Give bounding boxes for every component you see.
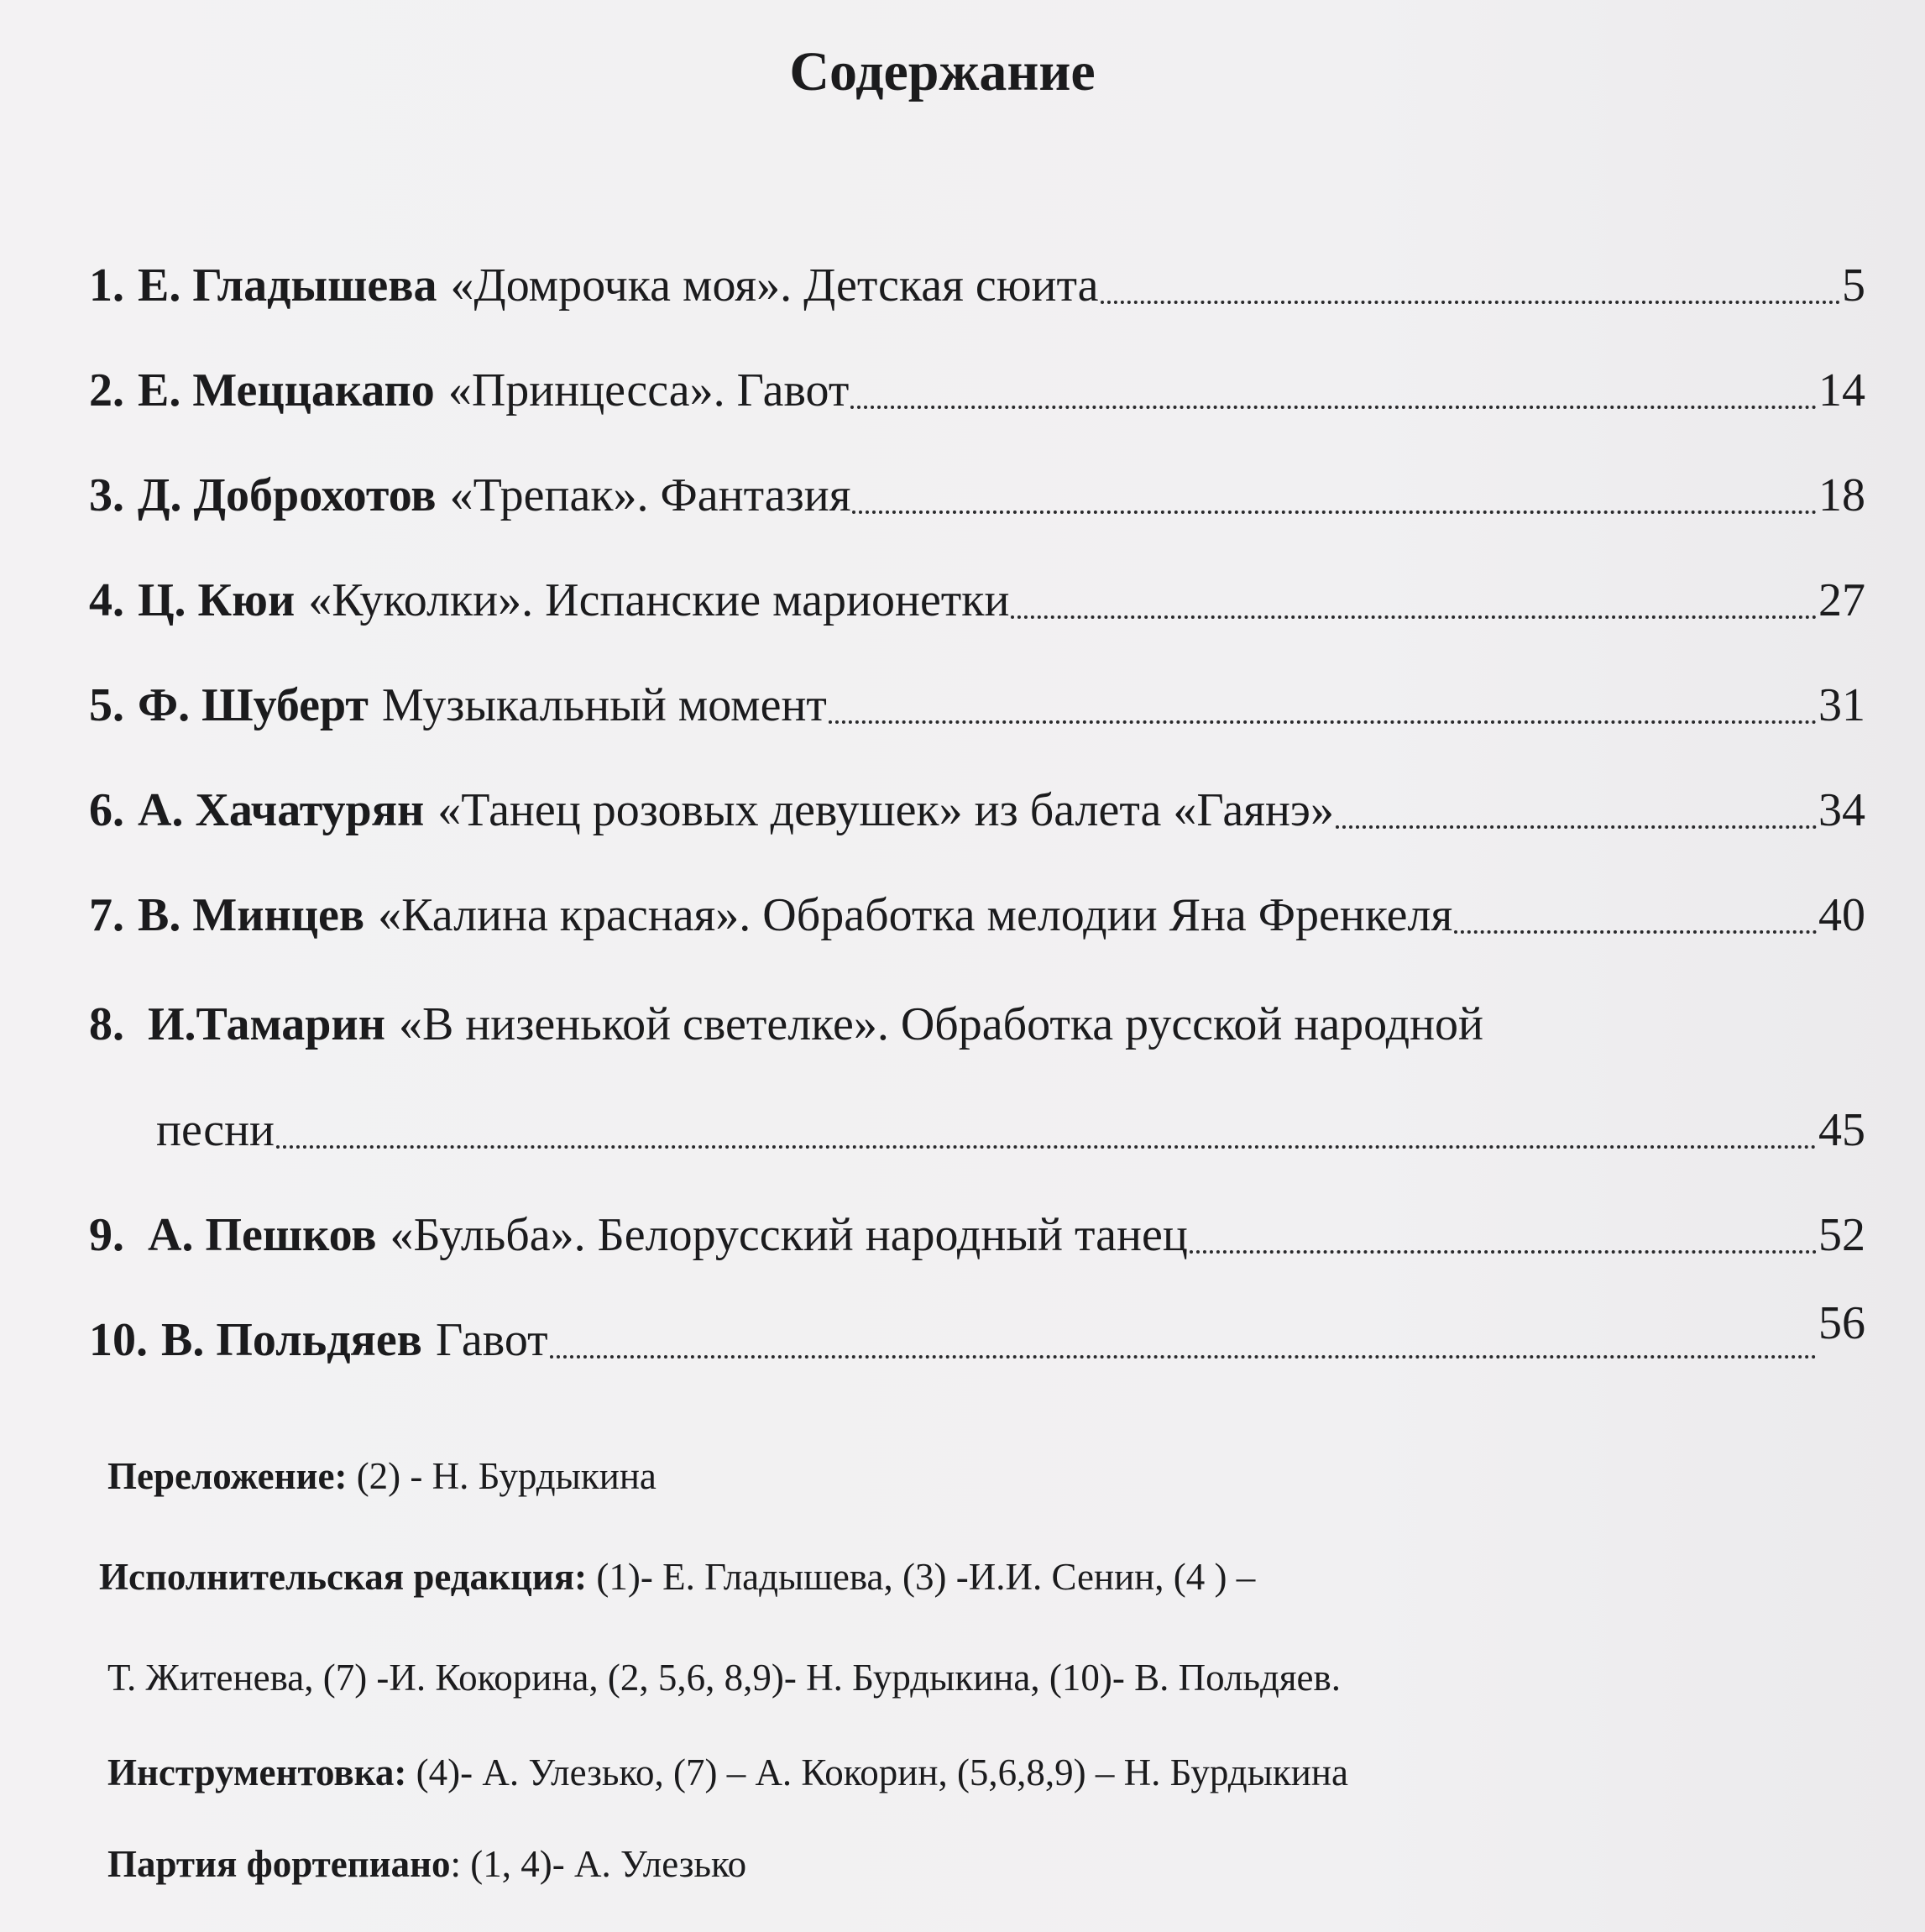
toc-work: Музыкальный момент	[381, 679, 827, 731]
toc-number: 7.	[89, 889, 124, 941]
toc-work: «Калина красная». Обработка мелодии Яна Френкеля	[378, 889, 1453, 941]
toc-number: 6.	[89, 784, 124, 836]
credits-piano	[107, 1843, 747, 1885]
credits-arrangement	[107, 1455, 656, 1497]
toc-leader-dots	[1011, 615, 1817, 619]
toc-page-number: 45	[1818, 1104, 1865, 1156]
toc-leader-dots	[276, 1145, 1817, 1149]
toc-entry-continuation	[156, 1104, 1865, 1156]
credits-text: (2) - Н. Бурдыкина	[347, 1455, 656, 1497]
credits-edition-continuation	[107, 1659, 1341, 1697]
toc-work: «Бульба». Белорусский народный танец	[390, 1209, 1188, 1261]
credits-label: Исполнительская редакция:	[99, 1556, 588, 1598]
toc-author: Е. Гладышева	[138, 259, 437, 312]
toc-work: Гавот	[435, 1314, 548, 1366]
toc-number: 3.	[89, 469, 124, 521]
toc-entry	[89, 679, 1865, 731]
credits-text: (4)- А. Улезько, (7) – А. Кокорин, (5,6,8,9) – Н. Бурдыкина	[406, 1751, 1348, 1793]
toc-page-number: 34	[1818, 784, 1865, 836]
credits-instrumentation	[107, 1751, 1348, 1793]
toc-leader-dots	[850, 406, 1817, 409]
toc-author: В. Минцев	[138, 889, 365, 941]
credits-text: Т. Житенева, (7) -И. Кокорина, (2, 5,6, 8,9)- Н. Бурдыкина, (10)- В. Польдяев.	[107, 1657, 1342, 1699]
toc-entry	[89, 574, 1865, 626]
toc-work: «Домрочка моя». Детская сюита	[450, 259, 1099, 312]
toc-leader-dots	[1101, 301, 1840, 304]
toc-leader-dots	[1454, 930, 1817, 934]
toc-number: 5.	[89, 679, 124, 731]
toc-number: 9.	[89, 1209, 124, 1261]
toc-leader-dots	[852, 510, 1817, 514]
credits-label: Переложение:	[107, 1455, 348, 1497]
toc-entry	[89, 259, 1865, 312]
toc-page-number: 52	[1818, 1209, 1865, 1261]
toc-author: И.Тамарин	[148, 998, 385, 1050]
toc-work: «Танец розовых девушек» из балета «Гаянэ»	[437, 784, 1334, 836]
toc-entry	[89, 784, 1865, 836]
toc-entry	[89, 889, 1865, 941]
toc-leader-dots	[1336, 825, 1817, 829]
toc-work-continuation: песни	[156, 1104, 275, 1156]
toc-author: А. Пешков	[148, 1209, 377, 1261]
toc-author: Е. Меццакапо	[138, 364, 435, 416]
toc-work: «Куколки». Испанские марионетки	[308, 574, 1010, 626]
toc-number: 8.	[89, 998, 124, 1050]
toc-entry	[89, 1209, 1865, 1261]
toc-work: «В низенькой светелке». Обработка русской народной	[398, 998, 1483, 1050]
toc-entry	[89, 998, 1865, 1050]
toc-leader-dots	[1190, 1250, 1817, 1254]
toc-leader-dots	[829, 720, 1817, 724]
toc-leader-dots	[550, 1355, 1817, 1359]
toc-author: Ц. Кюи	[138, 574, 296, 626]
toc-number: 2.	[89, 364, 124, 416]
toc-page-number: 27	[1818, 574, 1865, 626]
toc-author: Д. Доброхотов	[138, 469, 437, 521]
toc-page-number: 5	[1842, 259, 1865, 312]
toc-number: 1.	[89, 259, 124, 312]
toc-work: «Трепак». Фантазия	[449, 469, 851, 521]
toc-number: 4.	[89, 574, 124, 626]
toc-page-number: 31	[1818, 679, 1865, 731]
toc-entry	[89, 364, 1865, 416]
toc-page-number: 40	[1818, 889, 1865, 941]
toc-author: Ф. Шуберт	[138, 679, 369, 731]
toc-entry	[89, 469, 1865, 521]
toc-page-number: 14	[1818, 364, 1865, 416]
toc-author: В. Польдяев	[161, 1314, 422, 1366]
toc-entry	[89, 1297, 1865, 1366]
credits-label: Инструментовка:	[107, 1751, 407, 1793]
toc-number: 10.	[89, 1314, 148, 1366]
toc-page-number: 56	[1818, 1297, 1865, 1349]
show-through-mark	[756, 92, 771, 181]
credits-edition	[99, 1558, 1255, 1596]
page-title: Содержание	[789, 41, 1096, 102]
toc-page-number: 18	[1818, 469, 1865, 521]
toc-work: «Принцесса». Гавот	[447, 364, 850, 416]
toc-author: А. Хачатурян	[138, 784, 425, 836]
credits-label: Партия фортепиано	[107, 1843, 451, 1885]
credits-text: (1)- Е. Гладышева, (3) -И.И. Сенин, (4 ) –	[587, 1556, 1256, 1598]
credits-text: : (1, 4)- А. Улезько	[450, 1843, 747, 1885]
